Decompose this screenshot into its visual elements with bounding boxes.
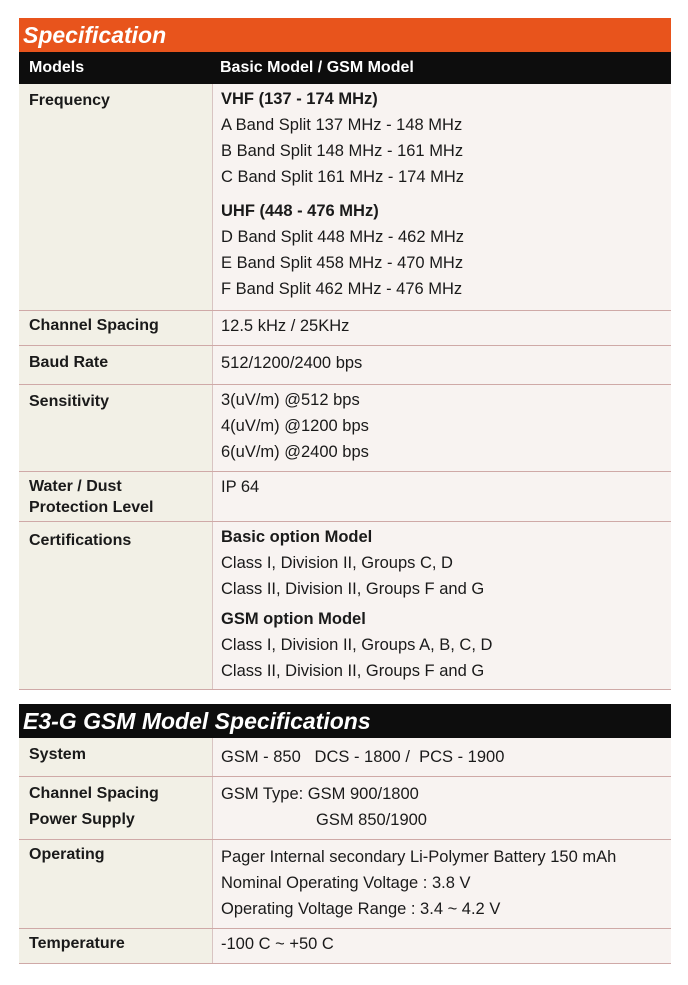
models-label: Models	[29, 59, 85, 76]
water-dust-label-line2: Protection Level	[29, 499, 154, 516]
operating-line: Pager Internal secondary Li-Polymer Battery 150 mAh	[221, 848, 617, 866]
specification-title: Specification	[19, 18, 671, 52]
certification-line: Class II, Division II, Groups F and G	[221, 662, 485, 680]
vhf-heading: VHF (137 - 174 MHz)	[221, 90, 378, 108]
sensitivity-value: 3(uV/m) @512 bps	[221, 391, 360, 409]
temperature-value: -100 C ~ +50 C	[212, 929, 671, 963]
sensitivity-value: 6(uV/m) @2400 bps	[221, 443, 369, 461]
channel-power-values	[212, 777, 671, 839]
channel-power-row	[19, 777, 671, 840]
operating-values	[212, 840, 671, 928]
gsm-type-line1: GSM Type: GSM 900/1800	[221, 785, 419, 803]
gsm-specifications-title: E3-G GSM Model Specifications	[19, 704, 671, 738]
sensitivity-label: Sensitivity	[19, 385, 212, 471]
frequency-values	[212, 84, 671, 310]
baud-rate-row	[19, 346, 671, 385]
sensitivity-row	[19, 385, 671, 472]
operating-label: Operating	[19, 840, 212, 928]
baud-rate-label: Baud Rate	[19, 346, 212, 384]
system-row	[19, 738, 671, 777]
gsm-option-heading: GSM option Model	[221, 610, 366, 628]
basic-option-heading: Basic option Model	[221, 528, 373, 546]
uhf-band: D Band Split 448 MHz - 462 MHz	[221, 228, 465, 246]
channel-spacing-row	[19, 311, 671, 346]
frequency-row	[19, 84, 671, 311]
system-label: System	[19, 738, 212, 776]
spec-document	[19, 18, 671, 964]
channel-spacing-value: 12.5 kHz / 25KHz	[212, 311, 671, 345]
certification-line: Class I, Division II, Groups A, B, C, D	[221, 636, 493, 654]
vhf-band: B Band Split 148 MHz - 161 MHz	[221, 142, 464, 160]
certification-line: Class II, Division II, Groups F and G	[221, 580, 485, 598]
certifications-values	[212, 522, 671, 689]
frequency-label: Frequency	[19, 84, 212, 310]
channel-spacing-label: Channel Spacing	[19, 311, 212, 345]
models-header-row	[19, 52, 671, 84]
models-value: Basic Model / GSM Model	[220, 59, 414, 76]
channel-spacing-label-2: Channel Spacing	[29, 785, 159, 802]
uhf-band: E Band Split 458 MHz - 470 MHz	[221, 254, 464, 272]
uhf-band: F Band Split 462 MHz - 476 MHz	[221, 280, 463, 298]
baud-rate-value: 512/1200/2400 bps	[212, 346, 671, 384]
certifications-label: Certifications	[19, 522, 212, 689]
temperature-label: Temperature	[19, 929, 212, 963]
operating-row	[19, 840, 671, 929]
operating-line: Operating Voltage Range : 3.4 ~ 4.2 V	[221, 900, 501, 918]
uhf-heading: UHF (448 - 476 MHz)	[221, 202, 379, 220]
gsm-type-line2: GSM 850/1900	[316, 811, 427, 829]
vhf-band: A Band Split 137 MHz - 148 MHz	[221, 116, 463, 134]
certification-line: Class I, Division II, Groups C, D	[221, 554, 453, 572]
certifications-row	[19, 522, 671, 690]
temperature-row	[19, 929, 671, 964]
water-dust-label-line1: Water / Dust	[29, 478, 122, 495]
sensitivity-value: 4(uV/m) @1200 bps	[221, 417, 369, 435]
channel-power-label	[19, 777, 212, 839]
vhf-band: C Band Split 161 MHz - 174 MHz	[221, 168, 465, 186]
sensitivity-values	[212, 385, 671, 471]
water-dust-row	[19, 472, 671, 522]
water-dust-value: IP 64	[212, 472, 671, 521]
operating-line: Nominal Operating Voltage : 3.8 V	[221, 874, 471, 892]
water-dust-label	[19, 472, 212, 521]
power-supply-label: Power Supply	[29, 811, 135, 828]
system-value: GSM - 850 DCS - 1800 / PCS - 1900	[212, 738, 671, 776]
